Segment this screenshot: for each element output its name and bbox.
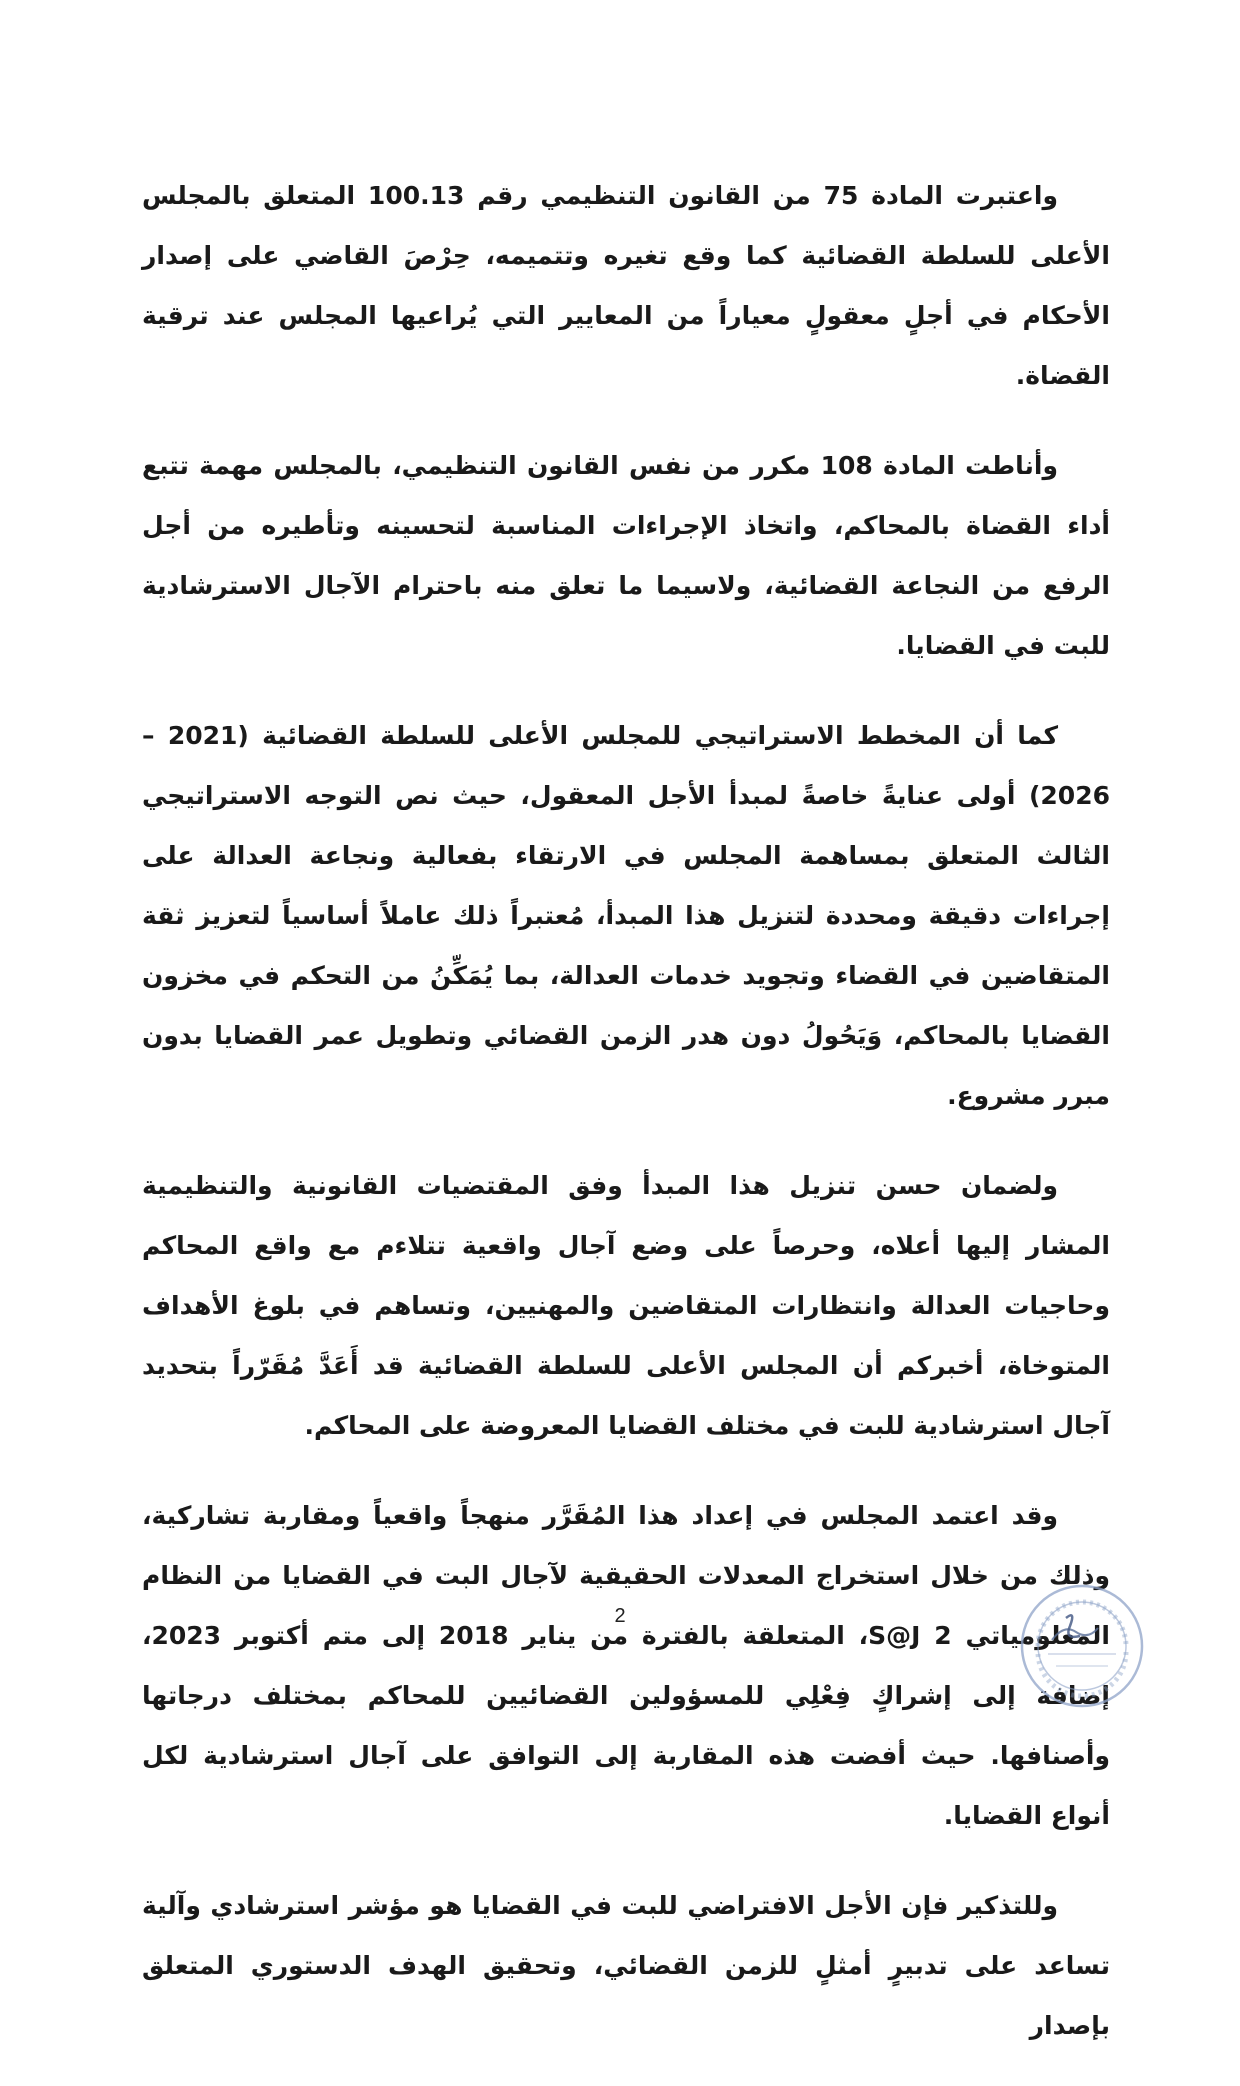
- page-number: 2: [614, 1605, 626, 1627]
- paragraph: وللتذكير فإن الأجل الافتراضي للبت في القضايا هو مؤشر استرشادي وآلية تساعد على تدبيرٍ أمثلٍ للزمن القضائي، وتحقيق الهدف الدستوري المتعلق بإصدار: [142, 1891, 1110, 2040]
- paragraph: وأناطت المادة 108 مكرر من نفس القانون التنظيمي، بالمجلس مهمة تتبع أداء القضاة بالمحاكم، واتخاذ الإجراءات المناسبة لتحسينه وتأطيره من أجل الرفع من النجاعة القضائية، ولاسيما ما تعلق منه باحترام الآجال الاسترشادية للبت في القضايا.: [142, 451, 1110, 660]
- paragraph: واعتبرت المادة 75 من القانون التنظيمي رقم 100.13 المتعلق بالمجلس الأعلى للسلطة القضائية كما وقع تغيره وتتميمه، حِرْصَ القاضي على إصدار الأحكام في أجلٍ معقولٍ معياراً من المعايير التي يُراعيها المجلس عند ترقية القضاة.: [142, 181, 1110, 390]
- paragraph: كما أن المخطط الاستراتيجي للمجلس الأعلى للسلطة القضائية (2021 –2026) أولى عنايةً خاصةً لمبدأ الأجل المعقول، حيث نص التوجه الاستراتيجي الثالث المتعلق بمساهمة المجلس في الارتقاء بفعالية ونجاعة العدالة على إجراءات دقيقة ومحددة لتنزيل هذا المبدأ، مُعتبراً ذلك عاملاً أساسياً لتعزيز ثقة المتقاضين في القضاء وتجويد خدمات العدالة، بما يُمَكِّنُ من التحكم في مخزون القضايا بالمحاكم، وَيَحُولُ دون هدر الزمن القضائي وتطويل عمر القضايا بدون مبرر مشروع.: [142, 721, 1110, 1110]
- paragraph: وقد اعتمد المجلس في إعداد هذا المُقَرَّر منهجاً واقعياً ومقاربة تشاركية، وذلك من خلال استخراج المعدلات الحقيقية لآجال البت في القضايا من النظام المعلومياتي S@J 2، المتعلقة بالفترة من يناير 2018 إلى متم أكتوبر 2023، إضافة إلى إشراكٍ فِعْلِي للمسؤولين القضائيين للمحاكم بمختلف درجاتها وأصنافها. حيث أفضت هذه المقاربة إلى التوافق على آجال استرشادية لكل أنواع القضايا.: [142, 1501, 1110, 1830]
- official-stamp-icon: [1018, 1582, 1146, 1710]
- document-body: [142, 166, 1110, 2086]
- paragraph: ولضمان حسن تنزيل هذا المبدأ وفق المقتضيات القانونية والتنظيمية المشار إليها أعلاه، وحرصاً على وضع آجال واقعية تتلاءم مع واقع المحاكم وحاجيات العدالة وانتظارات المتقاضين والمهنيين، وتساهم في بلوغ الأهداف المتوخاة، أخبركم أن المجلس الأعلى للسلطة القضائية قد أَعَدَّ مُقَرّراً بتحديد آجال استرشادية للبت في مختلف القضايا المعروضة على المحاكم.: [142, 1171, 1110, 1440]
